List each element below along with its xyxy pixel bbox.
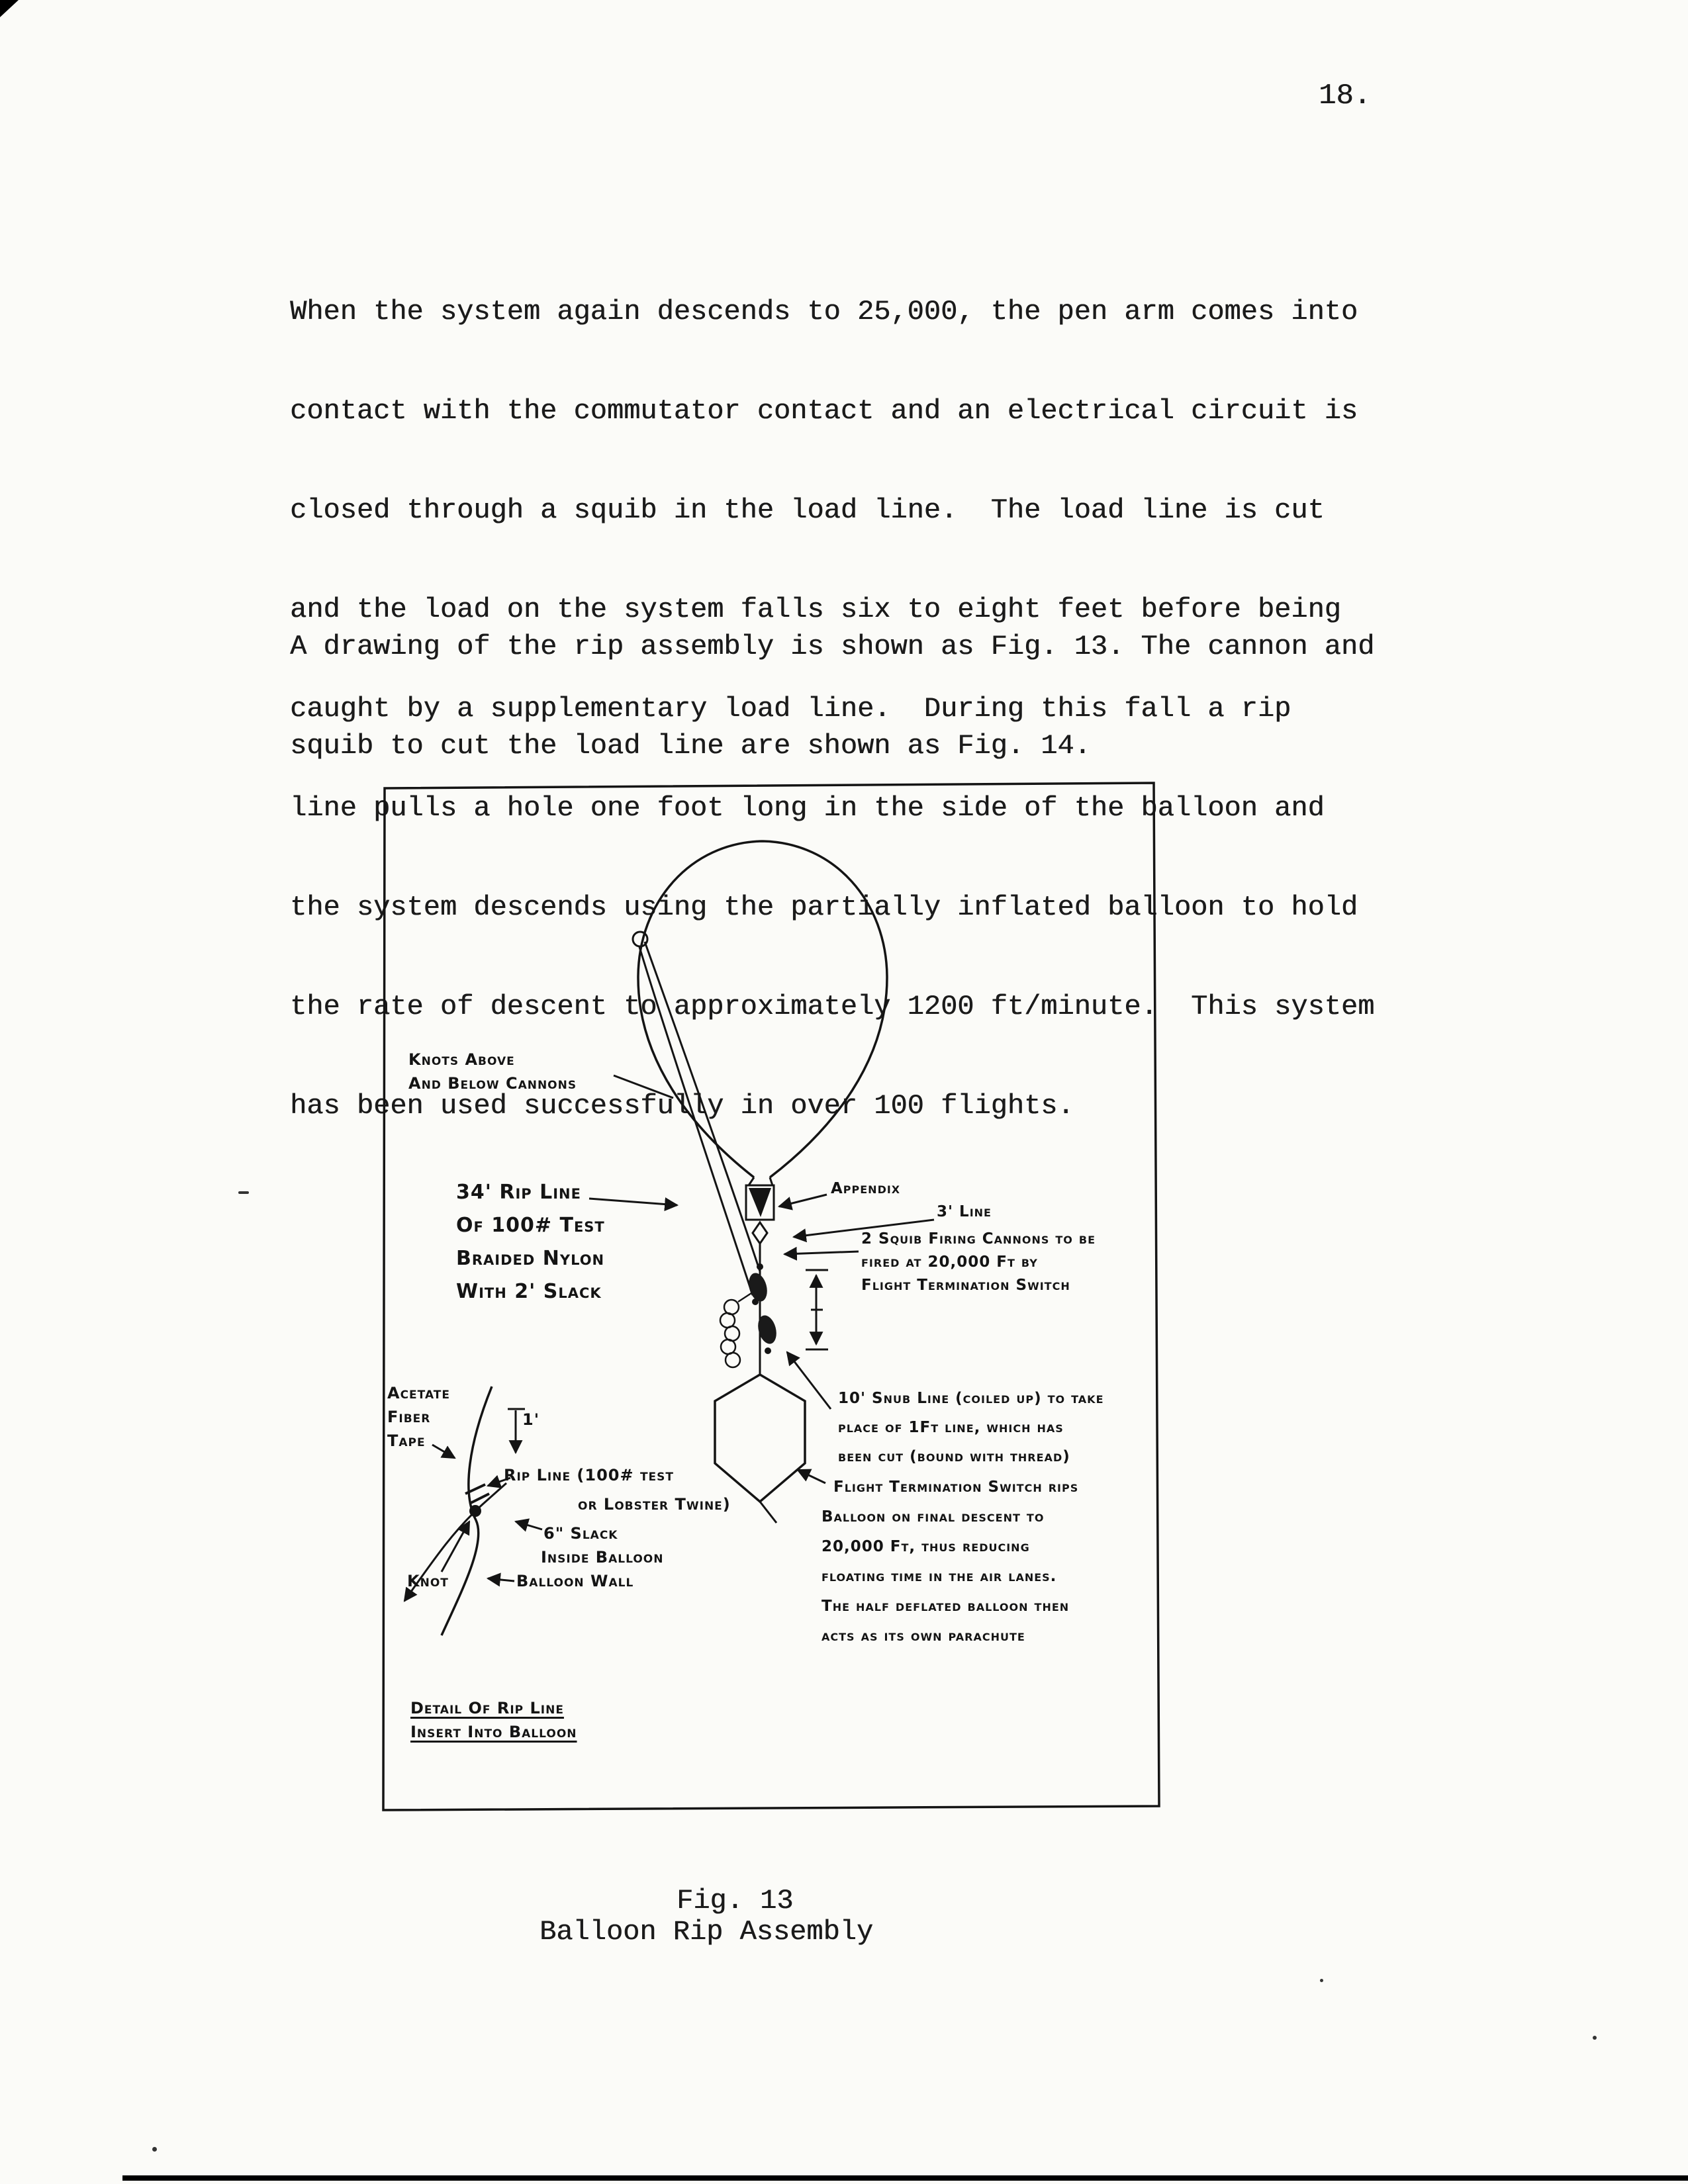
label-rip-line-100-test: Rip Line (100# test: [504, 1466, 675, 1484]
load-line: [645, 942, 760, 1271]
paragraph-1-line: the rate of descent to approximately 1200 ft/minute. This system: [290, 991, 1375, 1023]
paragraph-2-line: squib to cut the load line are shown as Fig. 14.: [290, 730, 1091, 762]
rip-line: [639, 947, 753, 1295]
label-3ft-line: 3' Line: [937, 1203, 992, 1220]
scan-speck: [238, 1191, 249, 1194]
knot-dot: [765, 1347, 771, 1354]
page-number: 18.: [1319, 79, 1372, 113]
paragraph-1-line: line pulls a hole one foot long in the side of the balloon and: [290, 792, 1325, 824]
knots-leader: [614, 1075, 673, 1098]
label-snub-line: 10' Snub Line (coiled up) to take place of 1Ft line, which has been cut (bound with thread): [838, 1390, 1104, 1465]
label-acetate-tape: Acetate Fiber Tape: [387, 1384, 450, 1450]
label-appendix: Appendix: [831, 1180, 901, 1197]
paragraph-1-line: has been used successfully in over 100 flights.: [290, 1090, 1074, 1122]
label-balloon-wall: Balloon Wall: [516, 1572, 634, 1590]
figure-13-balloon-rip-assembly: [381, 780, 1164, 1813]
paragraph-1-line: the system descends using the partially inflated balloon to hold: [290, 891, 1358, 923]
label-inside-balloon: Inside Balloon: [541, 1548, 664, 1567]
label-rip-line-34ft: 34' Rip Line Of 100# Test Braided Nylon With 2' Slack: [456, 1181, 605, 1303]
detail-title: Detail Of Rip Line Insert Into Balloon: [410, 1699, 577, 1741]
scan-corner-artifact: [0, 0, 19, 17]
connector-diamond: [753, 1222, 767, 1244]
label-knot: Knot: [407, 1572, 449, 1590]
label-one-foot: 1': [522, 1410, 540, 1429]
payload-outline: [715, 1375, 805, 1502]
label-lobster-twine: or Lobster Twine): [578, 1495, 731, 1514]
figure-caption-title: Balloon Rip Assembly: [539, 1916, 874, 1948]
scan-edge-bar: [122, 2175, 1688, 2181]
squib-cannon: [755, 1313, 780, 1345]
appendix-funnel: [749, 1188, 771, 1217]
label-squib-cannons: 2 Squib Firing Cannons to be fired at 20,000 Ft by Flight Termination Switch: [861, 1230, 1096, 1294]
balloon-outline: [638, 841, 887, 1177]
coiled-snub-line: [720, 1293, 751, 1367]
paragraph-2-line: A drawing of the rip assembly is shown as Fig. 13. The cannon and: [290, 631, 1375, 662]
scan-speck: [152, 2147, 157, 2152]
knot-dot: [757, 1263, 763, 1270]
squib-cannon: [746, 1271, 771, 1303]
scan-speck: [1320, 1979, 1323, 1982]
paragraph-1-line: When the system again descends to 25,000, the pen arm comes into: [290, 296, 1358, 328]
paragraph-1-line: caught by a supplementary load line. During this fall a rip: [290, 693, 1291, 725]
scan-speck: [1593, 2036, 1597, 2040]
dimension-arrow: [806, 1270, 828, 1349]
paragraph-1-line: and the load on the system falls six to eight feet before being: [290, 594, 1341, 625]
appendix-leader: [779, 1195, 827, 1206]
figure-caption-number: Fig. 13: [677, 1885, 794, 1917]
wall-leader: [488, 1578, 514, 1581]
slack-leader: [516, 1522, 542, 1529]
snub-leader: [787, 1352, 831, 1409]
knot-leader: [442, 1522, 469, 1572]
squib-leader: [784, 1251, 859, 1254]
knot-detail: [469, 1505, 481, 1517]
label-flight-termination: Flight Termination Switch rips Balloon on final descent to 20,000 Ft, thus reducing floating time in the air lanes. The half deflated balloon then acts as its own parachute: [821, 1479, 1079, 1645]
paragraph-1-line: closed through a squib in the load line. The load line is cut: [290, 494, 1325, 526]
label-6in-slack: 6" Slack: [543, 1524, 618, 1543]
paragraph-1-line: contact with the commutator contact and an electrical circuit is: [290, 395, 1358, 427]
label-knots: Knots Above And Below Cannons: [408, 1050, 577, 1093]
